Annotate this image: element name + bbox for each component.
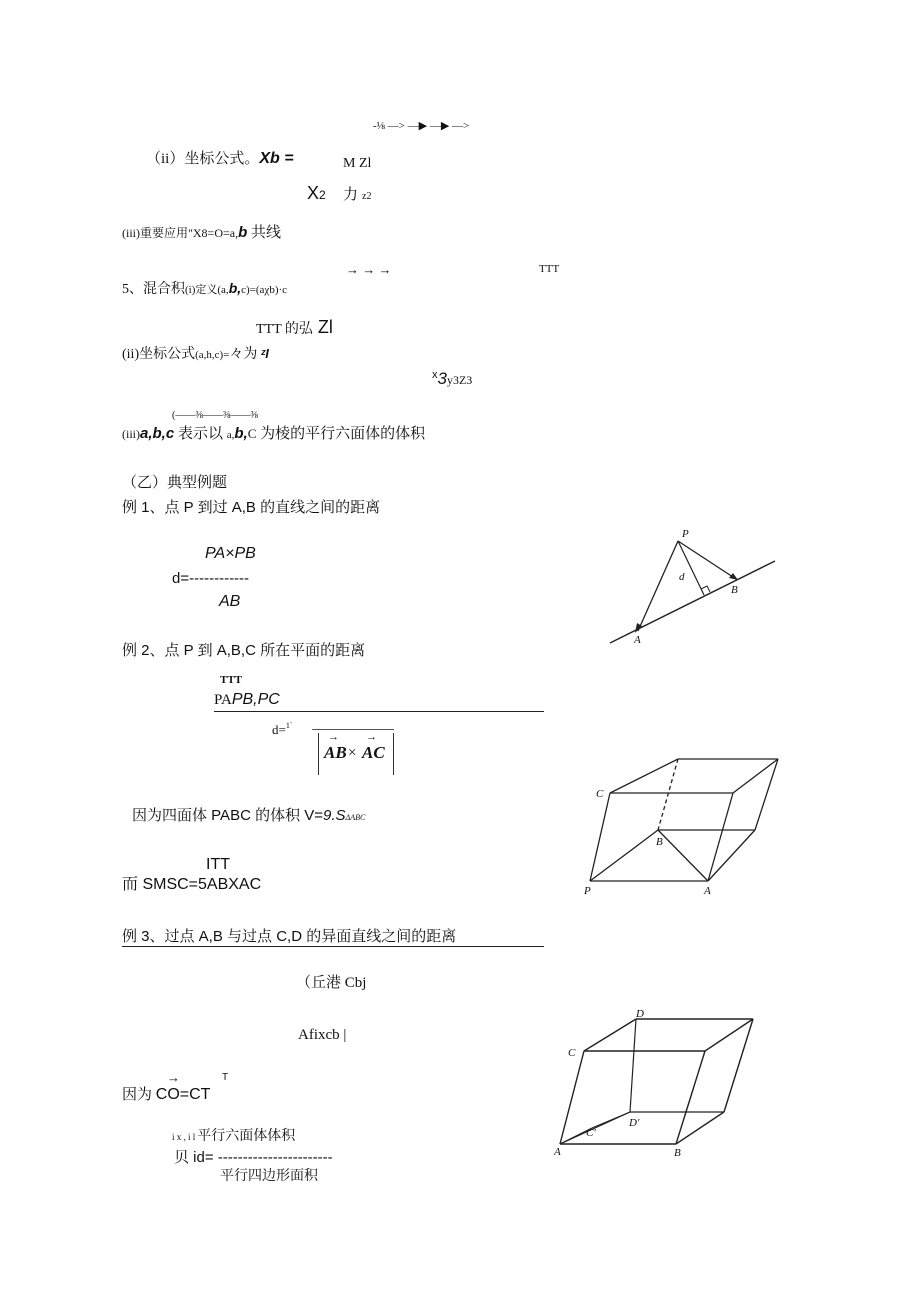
label-b: B xyxy=(656,836,663,848)
mixed-product-definition: 5、混合积(i)定义(a,b,c)=(aχb)·c xyxy=(122,280,288,297)
cross-coord-label: （ii）坐标公式。 xyxy=(146,151,260,167)
example-1-fraction-line: d=------------ xyxy=(172,570,250,587)
example-1-denominator: AB xyxy=(219,593,241,610)
edge-top-left xyxy=(584,1019,636,1051)
edge-right-front xyxy=(676,1051,705,1144)
label-a: A xyxy=(554,1146,561,1158)
example-2-rule xyxy=(214,711,544,712)
denominator-ac: → AC xyxy=(362,731,385,762)
example-2-area: 而 SMSC=5ABXAC xyxy=(122,876,262,893)
base-line xyxy=(610,561,775,643)
example-2-title: 例 2、点 P 到 A,B,C 所在平面的距离 xyxy=(122,642,366,659)
example-2-ttt: TTT xyxy=(220,674,243,686)
edge-ba xyxy=(658,830,708,881)
vector-arrow-ab: → xyxy=(328,731,339,743)
mixed-ttt-right: TTT xyxy=(539,263,560,275)
example-1-title: 例 1、点 P 到过 A,B 的直线之间的距离 xyxy=(122,499,381,516)
vector-arrow-ac: → xyxy=(366,731,377,743)
label-d: D xyxy=(636,1008,644,1020)
example-3-because-arrow: → xyxy=(167,1070,180,1085)
edge-top-left xyxy=(610,759,678,793)
label-a: A xyxy=(634,634,641,646)
mixed-arrows: → → → xyxy=(346,262,392,277)
example-3-formula-2: Afixcb | xyxy=(298,1027,347,1043)
example-3-denominator: 平行四边形面积 xyxy=(220,1169,318,1184)
label-b: B xyxy=(674,1147,681,1159)
example-3-numerator: i x , i l 平行六面体体积 xyxy=(172,1129,296,1144)
mixed-coord-formula: (ii)坐标公式(a,h,c)=々为 ᶻI xyxy=(122,346,269,362)
edge-left-front xyxy=(560,1051,584,1144)
example-3-because: 因为 CO=CT xyxy=(122,1086,211,1103)
label-c: C xyxy=(568,1047,576,1059)
edge-top-right xyxy=(705,1019,753,1051)
example-1-numerator: PA×PB xyxy=(205,545,256,562)
label-cprime: C' xyxy=(586,1127,596,1139)
example-3-because-t: T xyxy=(222,1072,229,1083)
arrowhead-b xyxy=(729,573,738,580)
label-dprime: D' xyxy=(629,1117,640,1129)
edge-d-dprime xyxy=(630,1019,636,1112)
matrix-top-right: M Zl xyxy=(343,156,372,171)
cross-coord-formula xyxy=(146,151,294,167)
example-2-figure xyxy=(580,753,780,898)
example-2-numerator: PAPB,PC xyxy=(214,691,280,708)
label-p: P xyxy=(584,885,591,897)
example-2-volume: 因为四面体 PABC 的体积 V=9.SΔABC xyxy=(132,807,366,824)
label-b: B xyxy=(731,584,738,596)
example-3-figure xyxy=(550,1008,765,1158)
label-c: C xyxy=(596,788,604,800)
example-2-denominator-bar xyxy=(312,729,394,730)
example-2-d-label: d=$^{1`}$ xyxy=(272,721,293,737)
label-a: A xyxy=(704,885,711,897)
examples-heading: （乙）典型例题 xyxy=(122,474,228,491)
mixed-x3-row: $^x$3y3Z3 xyxy=(432,369,473,388)
example-3-formula-1: （丘港 Cbj xyxy=(296,975,367,991)
matrix-x2: X2 xyxy=(307,183,326,203)
edge-right-back xyxy=(724,1019,753,1112)
edge-hidden xyxy=(658,759,678,830)
example-3-rule xyxy=(122,946,544,947)
mixed-ttt-line: TTT 的弘 Zl xyxy=(256,317,333,337)
example-2-itt: ITT xyxy=(206,856,230,873)
example-3-title: 例 3、过点 A,B 与过点 C,D 的异面直线之间的距离 xyxy=(122,928,457,945)
edge-cprime-dprime xyxy=(592,1112,630,1128)
matrix-li: 力z2 xyxy=(343,187,372,203)
segment-pa xyxy=(638,541,678,631)
cross-coord-expr: Xb = xyxy=(259,150,294,167)
label-d: d xyxy=(679,571,685,583)
edge-top-right xyxy=(733,759,778,793)
edge-right-back xyxy=(755,759,778,830)
example-3-fraction-line: 贝 id= ----------------------- xyxy=(174,1149,333,1166)
denominator-ab: → AB xyxy=(324,731,347,762)
label-p: P xyxy=(682,528,689,540)
example-1-figure xyxy=(600,525,790,650)
collinear-application: (iii)重要应用"X8=O=a,b 共线 xyxy=(122,224,282,241)
mixed-dash-row: (——⅜——⅜——⅜ xyxy=(172,410,258,421)
denominator-times: × xyxy=(348,745,357,761)
arrow-row: -⅛ —> —▶ —▶ —> xyxy=(373,120,470,132)
mixed-volume-meaning: (iii)a,b,c 表示以 a,b,C 为棱的平行六面体的体积 xyxy=(122,425,426,442)
edge-bottom-right xyxy=(676,1112,724,1144)
